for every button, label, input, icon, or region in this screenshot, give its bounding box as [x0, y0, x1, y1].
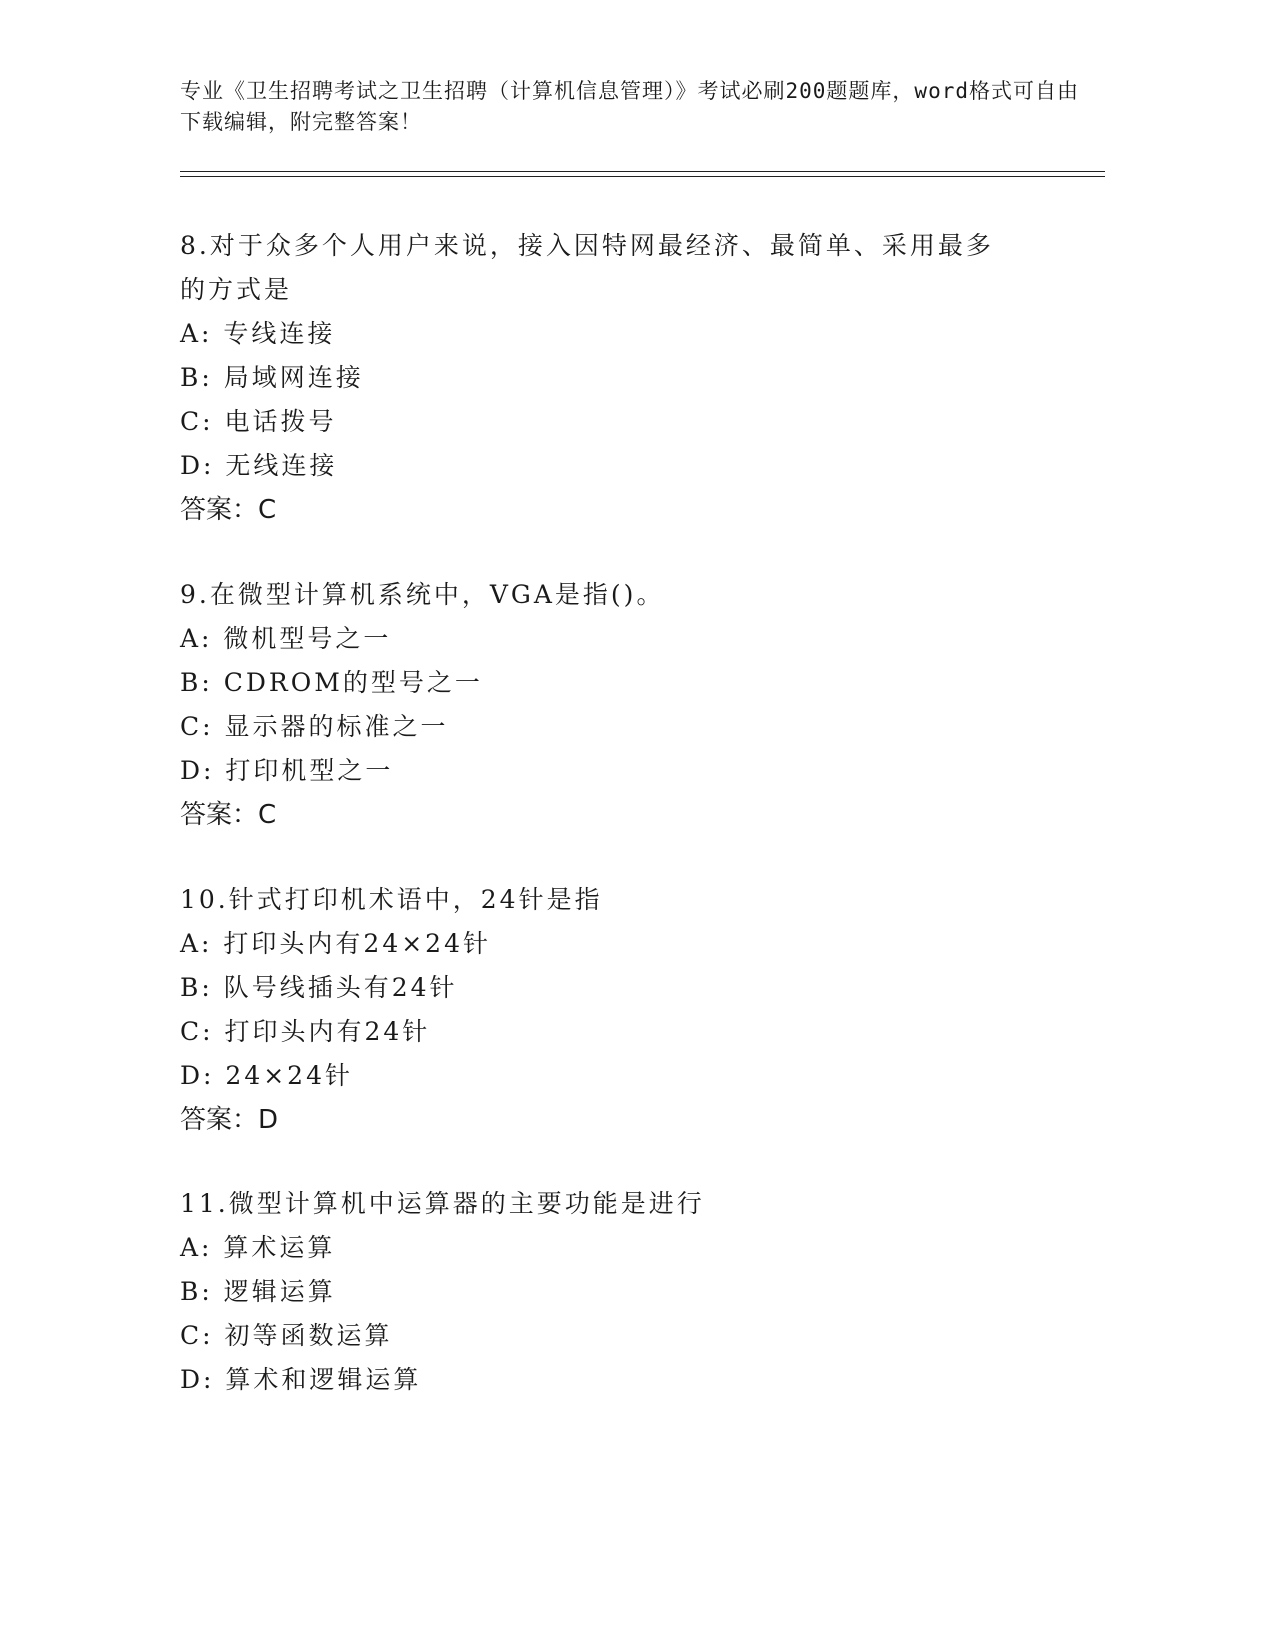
question-stem: 11.微型计算机中运算器的主要功能是进行 [180, 1189, 705, 1218]
option-c: C: 显示器的标准之一 [180, 712, 449, 741]
option-b: B: 队号线插头有24针 [180, 973, 458, 1002]
question-8 [180, 224, 1020, 532]
answer-text: 答案：C [180, 495, 277, 525]
option-a: A: 微机型号之一 [180, 624, 392, 653]
option-d: D: 算术和逻辑运算 [180, 1365, 422, 1394]
option-b: B: 局域网连接 [180, 363, 364, 392]
option-b: B: CDROM的型号之一 [180, 668, 483, 697]
answer-text: 答案：D [180, 1105, 279, 1135]
option-c: C: 打印头内有24针 [180, 1017, 431, 1046]
option-a: A: 打印头内有24×24针 [180, 929, 491, 958]
header-divider-bottom [180, 176, 1105, 177]
option-c: C: 初等函数运算 [180, 1321, 393, 1350]
question-9 [180, 573, 1100, 837]
header-divider-top [180, 171, 1105, 172]
question-stem: 10.针式打印机术语中，24针是指 [180, 885, 603, 914]
option-d: D: 24×24针 [180, 1061, 353, 1090]
option-b: B: 逻辑运算 [180, 1277, 336, 1306]
question-11 [180, 1182, 1100, 1402]
document-header: 专业《卫生招聘考试之卫生招聘（计算机信息管理）》考试必刷200题题库，word格式可自由下载编辑，附完整答案！ [180, 79, 1079, 134]
question-stem: 8.对于众多个人用户来说，接入因特网最经济、最简单、采用最多的方式是 [180, 231, 994, 304]
option-a: A: 专线连接 [180, 319, 336, 348]
option-d: D: 打印机型之一 [180, 756, 394, 785]
question-10 [180, 878, 1100, 1142]
option-c: C: 电话拨号 [180, 407, 337, 436]
answer-text: 答案：C [180, 800, 277, 830]
option-a: A: 算术运算 [180, 1233, 336, 1262]
question-stem: 9.在微型计算机系统中，VGA是指()。 [180, 580, 665, 609]
option-d: D: 无线连接 [180, 451, 338, 480]
